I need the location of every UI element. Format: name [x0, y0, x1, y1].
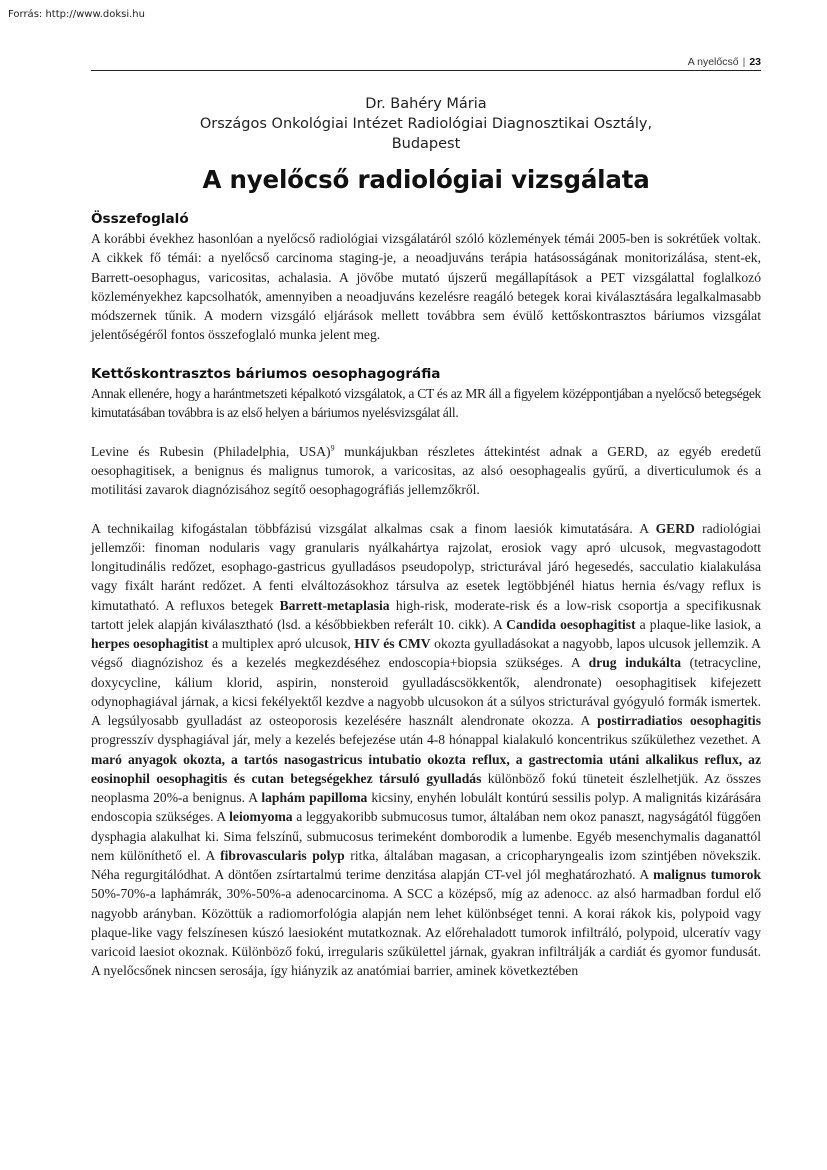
running-header: [688, 56, 761, 68]
paragraph-text: a multiplex apró ulcusok,: [208, 636, 355, 651]
paragraph-text: A technikailag kifogástalan többfázisú vizsgálat alkalmas csak a finom laesiók kimutatására. A: [91, 520, 656, 536]
paragraph-text: kicsiny, enyhén lobulált kontúrú sessilis polyp. A malignitás kizárására endoscopia szükséges. A: [91, 790, 761, 825]
bold-term: herpes oesophagitist: [91, 636, 209, 651]
paragraph-text: progresszív dysphagiával jár, mely a kezelés befejezése után 4-8 hónappal kialakuló koncentrikus szűkülethez vezethet. A: [91, 732, 761, 748]
reference-marker: 9: [330, 442, 335, 452]
article-body: [91, 209, 761, 981]
paragraph-text: munkájukban részletes áttekintést adnak a GERD, az egyéb eredetű oesophagitisek, a benignus és malignus tumorok, a varicositas, az alsó oesophagealis gyűrű, a diverticulumok és a motilitási zavarok diagnózisához segítő oesophagográfiás jellemzőkről.: [91, 443, 761, 497]
author-city: Budapest: [391, 136, 461, 152]
page-number: 23: [749, 56, 761, 68]
barium-paragraph-2: [91, 442, 761, 500]
barium-paragraph-1: Annak ellenére, hogy a harántmetszeti képalkotó vizsgálatok, a CT és az MR áll a figyelem középpontjában a nyelőcső betegségek kimutatásában továbbra is az első helyen a báriumos nyelésvizsgálat áll.: [91, 385, 761, 420]
source-url: Forrás: http://www.doksi.hu: [8, 9, 145, 20]
section-name: A nyelőcső: [687, 56, 739, 68]
bold-term: Candida oesophagitist: [506, 616, 636, 632]
barium-paragraph-3: [91, 519, 761, 981]
author-name: Dr. Bahéry Mária: [365, 96, 487, 112]
bold-term: laphám papilloma: [261, 790, 368, 805]
paragraph-text: high-risk, moderate-risk és a low-risk csoportja a specifikusnak tartott jelek alapján kiválasztható (lsd. a későbbiekben referált 10. cikk). A: [91, 597, 761, 632]
paragraph-spacer: [91, 345, 761, 364]
barium-heading: Kettőskontrasztos báriumos oesophagográfia: [91, 365, 441, 382]
bold-term: leiomyoma: [229, 809, 293, 825]
summary-heading: Összefoglaló: [91, 211, 189, 227]
bold-term: maró anyagok okozta, a tartós nasogastricus intubatio okozta reflux, a gastrectomia utáni alkalikus reflux, az eosinophil oesophagitis és cutan betegségekhez társuló gyulladás: [91, 751, 761, 786]
paragraph-spacer: [91, 499, 761, 518]
summary-paragraph: A korábbi évekhez hasonlóan a nyelőcső radiológiai vizsgálatáról szóló közlemények témái 2005-ben is sokrétűek voltak. A cikkek fő témái: a nyelőcső carcinoma staging-je, a neoadjuváns terápia hatásosságának monitorizálása, stent-ek, Barrett-oesophagus, varicositas, achalasia. A jövőbe mutató újszerű megállapítások a PET vizsgálattal foglalkozó közleményekhez kapcsolhatók, amennyiben a neoadjuváns kezelésre reagáló betegek korai kiválasztására legalkalmasabb módszernek tűnik. A modern vizsgáló eljárások mellett továbbra sem évülő kettőskontrasztos báriumos vizsgálat jelentőségéről fontos összefoglaló munka jelent meg.: [91, 231, 761, 343]
bold-term: GERD: [655, 520, 695, 536]
paragraph-text: Levine és Rubesin (Philadelphia, USA): [91, 443, 331, 459]
author-affiliation: Országos Onkológiai Intézet Radiológiai Diagnosztikai Osztály,: [199, 116, 653, 132]
bold-term: Barrett-metaplasia: [279, 597, 390, 613]
paragraph-text: (tetracycline, doxycycline, kálium klorid, aspirin, nonsteroid gyulladáscsökkentők, alendronate) oesophagitisek kifejezett odynophagiával járnak, a kicsi fekélyektől kezdve a nagyobb ulcusokon át a súlyos stricturával gyógyuló formák ismertek. A legsúlyosabb gyulladást az osteoporosis kezelésére használt alendronate okozza. A: [91, 655, 761, 728]
paragraph-text: 50%-70%-a laphámrák, 30%-50%-a adenocarcinoma. A SCC a középső, míg az adenocc. az alsó harmadban fordul elő nagyobb arányban. Közöttük a radiomorfológia alapján nem lehet különbséget tenni. A korai rákok kis, polypoid vagy plaque-like vagy felszínesen kúszó laesioként mutatkoznak. Az előrehaladott tumorok infiltráló, polypoid, ulceratív vagy varicoid laesiot okoznak. Különböző fokú, irregularis szűkülettel járnak, gyakran infiltrálják a cardiát és gyomor fundusát. A nyelőcsőnek nincsen serosája, így hiányzik az anatómiai barrier, aminek következtében: [91, 886, 761, 979]
paragraph-text: radiológiai jellemzői: finoman nodularis vagy granularis nyálkahártya rajzolat, erosiok vagy apró ulcusok, megvastagodott longitudinális redőzet, esophago-gastricus gyulladásos pseudopolyp, stricturával járó hegesedés, sacculatio kialakulása vagy fixált haránt redőzet. A fenti elváltozásokhoz társulva az esetek legtöbbjénél hiatus hernia és/vagy reflux is kimutatható. A refluxos betegek: [91, 520, 762, 613]
paragraph-text: a plaque-like lasiok, a: [635, 616, 761, 632]
bold-term: postirradiatios oesophagitis: [597, 713, 761, 728]
bold-term: malignus tumorok: [653, 867, 762, 882]
header-rule: [91, 70, 761, 71]
paragraph-spacer: [91, 422, 761, 441]
bold-term: drug indukálta: [588, 655, 682, 671]
article-title: A nyelőcső radiológiai vizsgálata: [202, 165, 650, 194]
bold-term: fibrovascularis polyp: [220, 847, 345, 863]
author-block: [91, 94, 761, 154]
header-separator: |: [742, 56, 746, 68]
paragraph-text: a leggyakoribb submucosus tumor, általában nem okoz panaszt, nagyságától függően dysphagia alakulhat ki. Sima felszínű, submucosus terimeként domborodik a lumenbe. Egyéb mesenchymalis daganattól nem különíthető el. A: [91, 809, 761, 863]
bold-term: HIV és CMV: [354, 636, 431, 651]
paragraph-text: ritka, általában magasan, a cricopharyngealis izom szintjében növekszik. Néha regurgitálódhat. A döntően zsírtartalmú terime denzitása alapján CT-vel jól meghatározható. A: [91, 847, 761, 882]
paragraph-text: különböző fokú tüneteit észlelhetjük. Az összes neoplasma 20%-a benignus. A: [91, 770, 761, 805]
paragraph-text: okozta gyulladásokat a nagyobb, lapos ulcusok jellemzik. A végső diagnózishoz és a kezelés megkezdéséhez endoscopia+biopsia szükséges. A: [91, 636, 761, 671]
